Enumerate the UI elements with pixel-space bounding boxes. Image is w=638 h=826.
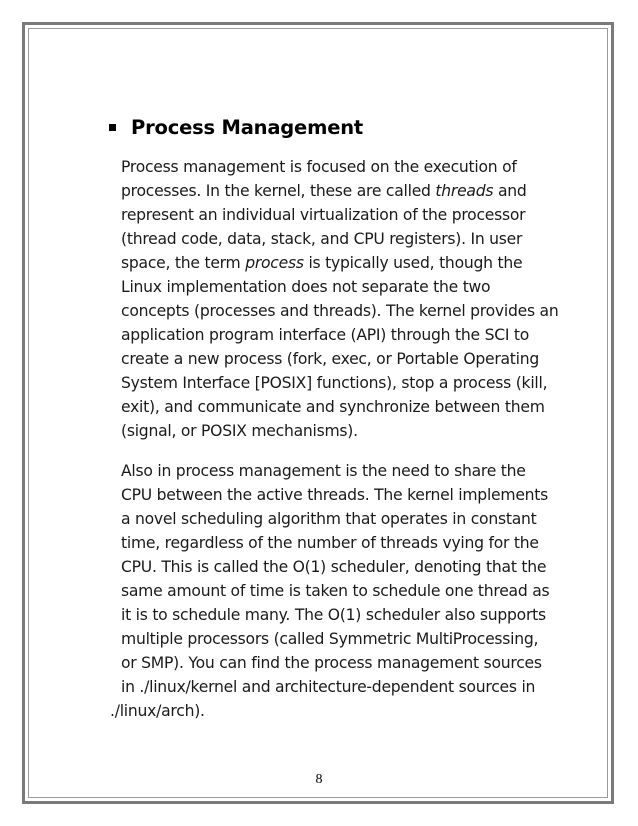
paragraph-line: [121, 251, 522, 275]
paragraph-line: multiple processors (called Symmetric MultiProcessing,: [121, 630, 539, 648]
page-number: 8: [315, 772, 323, 787]
paragraph-line: Also in process management is the need to share the: [121, 462, 526, 480]
paragraph-line: (signal, or POSIX mechanisms).: [121, 422, 358, 440]
italic-term-process: process: [245, 254, 304, 272]
paragraph-line: exit), and communicate and synchronize between them: [121, 398, 545, 416]
paragraph-line: (thread code, data, stack, and CPU registers). In user: [121, 230, 523, 248]
paragraph-line: create a new process (fork, exec, or Portable Operating: [121, 350, 540, 368]
paragraph-line: application program interface (API) through the SCI to: [121, 326, 530, 344]
paragraph-line: or SMP). You can find the process management sources: [121, 654, 542, 672]
paragraph-line: [121, 179, 527, 203]
paragraph-line: CPU. This is called the O(1) scheduler, denoting that the: [121, 558, 547, 576]
paragraph-line: concepts (processes and threads). The kernel provides an: [121, 302, 559, 320]
paragraph-line: Process management is focused on the execution of: [121, 158, 517, 176]
italic-term-threads: threads: [435, 182, 494, 200]
paragraph-line: Linux implementation does not separate the two: [121, 278, 491, 296]
text-run: space, the term: [121, 254, 246, 272]
text-run: is typically used, though the: [303, 254, 523, 272]
paragraph-line: ./linux/arch).: [110, 702, 205, 720]
paragraph-line: a novel scheduling algorithm that operates in constant: [121, 510, 537, 528]
paragraph-line: time, regardless of the number of threads vying for the: [121, 534, 539, 552]
paragraph-line: same amount of time is taken to schedule one thread as: [121, 582, 550, 600]
section-heading: Process Management: [131, 116, 364, 139]
paragraph-line: it is to schedule many. The O(1) scheduler also supports: [121, 606, 546, 624]
paragraph-line: CPU between the active threads. The kernel implements: [121, 486, 549, 504]
square-bullet-icon: [109, 124, 116, 131]
text-run: processes. In the kernel, these are called: [121, 182, 436, 200]
paragraph-line: System Interface [POSIX] functions), stop a process (kill,: [121, 374, 548, 392]
paragraph-line: in ./linux/kernel and architecture-dependent sources in: [121, 678, 536, 696]
paragraph-line: represent an individual virtualization of the processor: [121, 206, 526, 224]
text-run: and: [493, 182, 527, 200]
